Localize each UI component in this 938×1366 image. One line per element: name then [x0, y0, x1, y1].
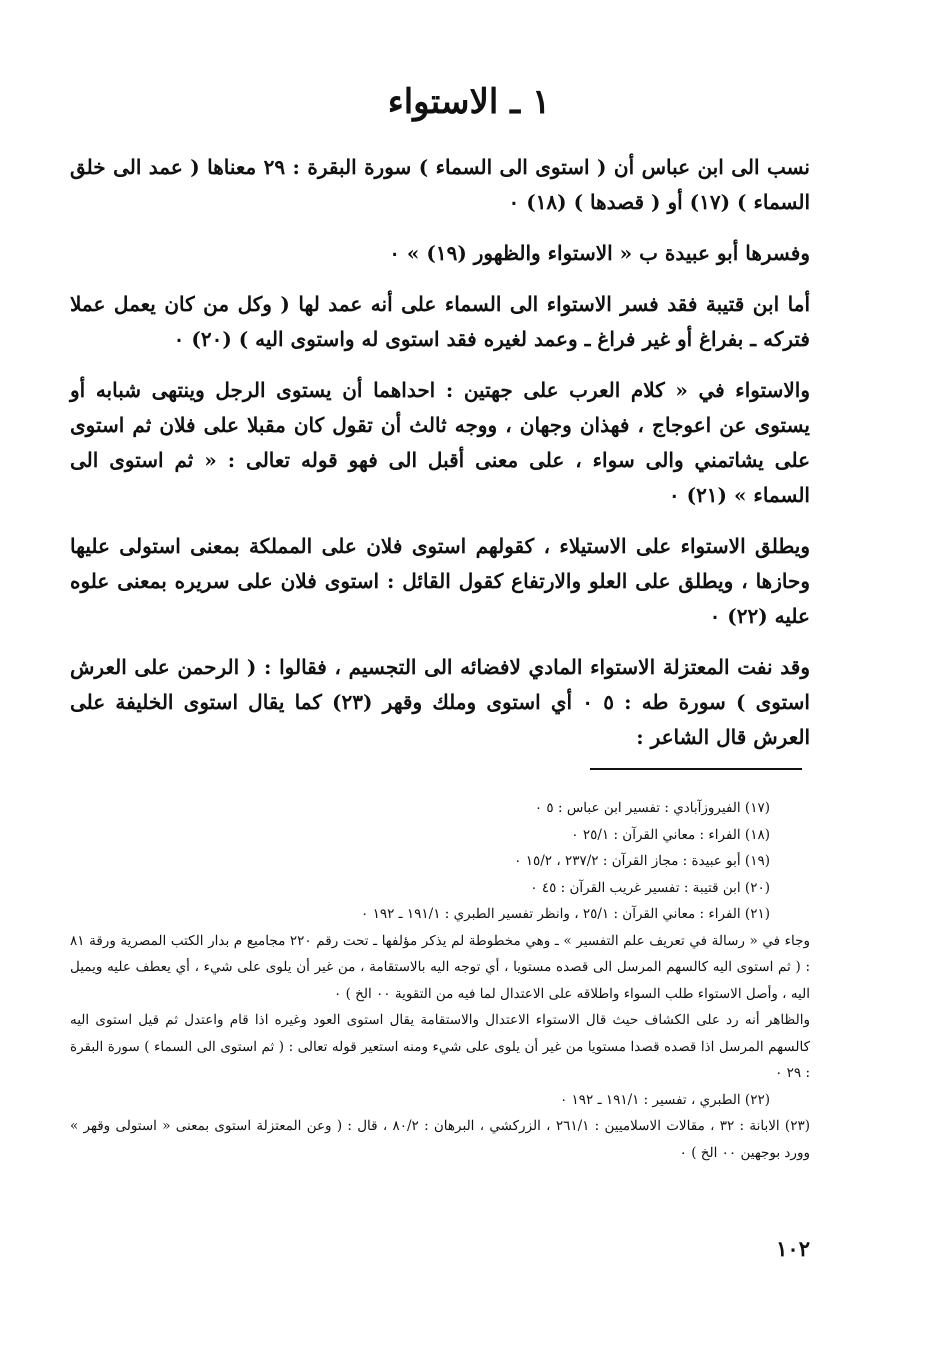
paragraph: أما ابن قتيبة فقد فسر الاستواء الى السماء على أنه عمد لها ( وكل من كان يعمل عملا فتركه ـ بفراغ أو غير فراغ ـ وعمد لغيره فقد استوى له واستوى اليه ) (٢٠) ٠ — [70, 292, 810, 351]
footnote: (٢١) الفراء : معاني القرآن : ٢٥/١ ، وانظر تفسير الطبري : ١٩١/١ ـ ١٩٢ ٠ — [361, 906, 770, 922]
paragraph: ويطلق الاستواء على الاستيلاء ، كقولهم استوى فلان على المملكة بمعنى استولى عليها وحازها ، ويطلق على العلو والارتفاع كقول القائل : استوى فلان على سريره بمعنى علوه عليه (٢٢) ٠ — [70, 534, 810, 628]
footnote-divider — [590, 768, 802, 770]
paragraph: نسب الى ابن عباس أن ( استوى الى السماء ) سورة البقرة : ٢٩ معناها ( عمد الى خلق السماء ) (١٧) أو ( قصدها ) (١٨) ٠ — [70, 155, 810, 214]
footnote-commentary: والظاهر أنه رد على الكشاف حيث قال الاستواء الاعتدال والاستقامة يقال استوى العود وغيره اذا قام واعتدل ثم قيل استوى اليه كالسهم المرسل اذا قصده قصدا مستويا من غير أن يلوى على شيء ومنه استعير قوله تعالى : ( ثم استوى الى السماء ) سورة البقرة : ٢٩ ٠ — [70, 1012, 810, 1081]
main-text — [70, 150, 810, 771]
paragraph: والاستواء في « كلام العرب على جهتين : احداهما أن يستوى الرجل وينتهى شبابه أو يستوى عن اعوجاج ، فهذان وجهان ، ووجه ثالث أن تقول كان مقبلا على فلان ثم استوى على يشاتمني والى سواء ، على معنى أقبل الى فهو قوله تعالى : « ثم استوى الى السماء » (٢١) ٠ — [70, 378, 810, 507]
chapter-title: ١ ـ الاستواء — [387, 82, 551, 122]
footnote: (١٧) الفيروزآبادي : تفسير ابن عباس : ٥ ٠ — [534, 800, 770, 816]
footnote: (١٨) الفراء : معاني القرآن : ٢٥/١ ٠ — [571, 826, 770, 843]
footnote: (٢٢) الطبري ، تفسير : ١٩١/١ ـ ١٩٢ ٠ — [559, 1091, 770, 1108]
paragraph: وقد نفت المعتزلة الاستواء المادي لافضائه الى التجسيم ، فقالوا : ( الرحمن على العرش استوى ) سورة طه : ٥ ٠ أي استوى وملك وقهر (٢٣) كما يقال استوى الخليفة على العرش قال الشاعر : — [70, 655, 810, 749]
footnote: (١٩) أبو عبيدة : مجاز القرآن : ٢٣٧/٢ ، ١٥/٢ ٠ — [514, 853, 770, 869]
footnote-commentary: وجاء في « رسالة في تعريف علم التفسير » ـ وهي مخطوطة لم يذكر مؤلفها ـ تحت رقم ٢٢٠ مجاميع م بدار الكتب المصرية ورقة ٨١ : ( ثم استوى اليه كالسهم المرسل الى قصده مستويا ، أي توجه اليه بالاستقامة ، من غير أن يلوى على شيء ، أي يعطف عليه ويميل اليه ، وأصل الاستواء طلب السواء واطلاقه على الاعتدال لما فيه من التقوية ٠٠ الخ ) ٠ — [70, 932, 810, 1002]
footnotes — [70, 795, 810, 1166]
paragraph: وفسرها أبو عبيدة ب « الاستواء والظهور (١٩) » ٠ — [389, 241, 810, 265]
page-number: ١٠٢ — [776, 1236, 810, 1261]
footnote: (٢٠) ابن قتيبة : تفسير غريب القرآن : ٤٥ ٠ — [530, 879, 770, 896]
footnote: (٢٣) الابانة : ٣٢ ، مقالات الاسلاميين : ٢٦١/١ ، الزركشي ، البرهان : ٨٠/٢ ، قال : ( وعن المعتزلة استوى بمعنى « استولى وقهر » وورد بوجهين ٠٠ الخ ) ٠ — [70, 1118, 810, 1161]
